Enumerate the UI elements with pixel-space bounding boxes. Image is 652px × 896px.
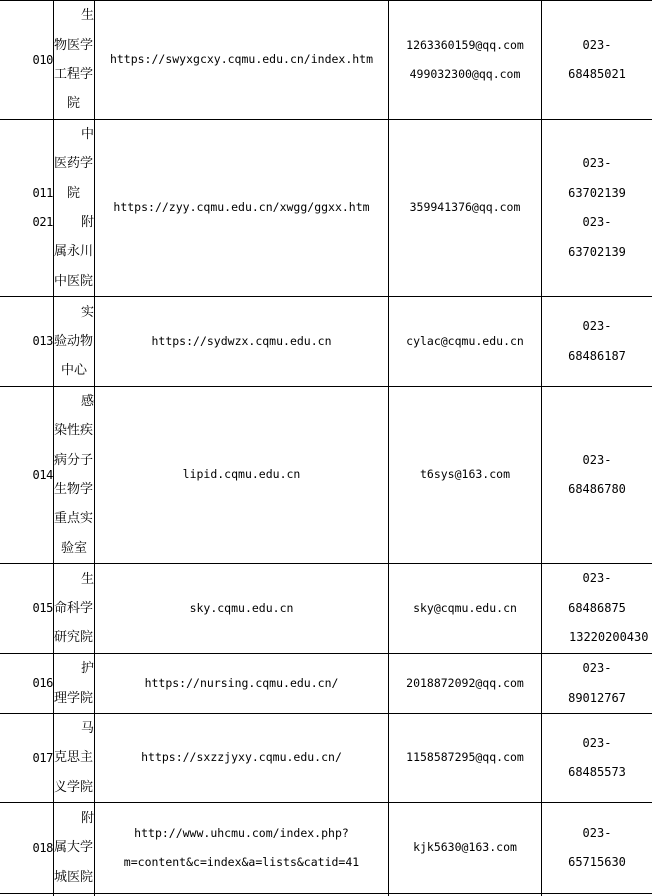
website-cell [95,564,388,653]
unit-name-line: 工程学 [54,67,94,82]
row-id: 018 [32,840,53,855]
row-id: 010 [32,52,53,67]
phone-line: 65715630 [568,855,626,869]
phone-line: 023- [582,735,612,750]
row-id: 011 [32,186,53,200]
email-cell [389,120,541,296]
row-id-cell [26,297,53,386]
row-id: 017 [32,750,53,765]
unit-name-line: 附 [80,215,94,230]
unit-name-line: 护 [80,661,94,677]
unit-name-line: 生物学 [54,482,94,497]
phone-line: 023- [582,156,612,170]
unit-name-line: 医药学 [54,156,94,172]
unit-name-line: 染性疾 [54,423,94,439]
unit-name-cell [54,1,94,119]
phone-line: 63702139 [568,244,626,259]
phone-line: 68486187 [568,348,626,363]
row-id-cell [26,803,53,893]
phone-cell [542,803,652,893]
row-id-cell [26,1,53,119]
unit-name-cell [54,387,94,563]
phone-line: 023- [582,452,612,467]
website-link[interactable]: lipid.cqmu.edu.cn [182,467,301,482]
unit-name-line: 中心 [61,363,88,379]
email-address[interactable]: kjk5630@163.com [413,840,517,855]
row-id-cell [26,654,53,713]
email-address[interactable]: t6sys@163.com [419,467,510,482]
unit-name-line: 属永川 [54,244,94,260]
phone-line: 023- [582,215,612,229]
row-id-cell [26,387,53,563]
unit-name-cell [54,714,94,802]
phone-line: 63702139 [568,185,626,200]
phone-cell [542,297,652,386]
email-cell [389,714,541,802]
unit-name-line: 感 [80,394,94,410]
phone-line: 023- [582,571,612,586]
email-address[interactable]: 359941376@qq.com [409,200,521,215]
unit-name-cell [54,120,94,296]
email-cell [389,803,541,893]
unit-name-line: 病分子 [54,452,94,468]
email-address[interactable]: 1158587295@qq.com [406,750,524,765]
website-link[interactable]: https://swyxgcxy.cqmu.edu.cn/index.htm [109,52,374,67]
unit-name-line: 实 [80,304,94,320]
unit-name-cell [54,654,94,713]
email-address[interactable]: 1263360159@qq.com [406,37,524,52]
unit-name-line: 义学院 [54,779,94,795]
unit-name-line: 理学院 [54,690,94,706]
unit-name-cell [54,564,94,653]
phone-line: 023- [582,661,612,675]
row-id: 021 [32,215,53,229]
phone-cell [542,654,652,713]
unit-name-cell [54,297,94,386]
unit-name-line: 生 [80,8,94,24]
website-cell [95,714,388,802]
phone-line: 68486780 [568,482,626,496]
unit-name-line: 克思主 [54,750,94,766]
row-id: 013 [32,334,53,348]
unit-name-line: 研究院 [54,630,94,646]
unit-name-line: 城医院 [54,869,94,885]
phone-cell [542,714,652,802]
row-id-cell [26,564,53,653]
phone-cell [542,120,652,296]
unit-name-line: 中医院 [54,273,94,289]
phone-cell [542,387,652,563]
email-address[interactable]: cylac@cqmu.edu.cn [406,333,524,348]
phone-line: 89012767 [568,690,626,705]
email-address[interactable]: 2018872092@qq.com [406,675,524,690]
website-link[interactable]: https://zyy.cqmu.edu.cn/xwgg/ggxx.htm [113,200,370,215]
website-cell [95,654,388,713]
email-cell [389,297,541,386]
unit-name-line: 院 [67,96,81,112]
phone-line: 023- [582,37,612,52]
website-link[interactable]: m=content&c=index&a=lists&catid=41 [123,855,360,869]
website-link[interactable]: sky.cqmu.edu.cn [189,600,294,615]
unit-name-cell [54,803,94,893]
row-id-cell [26,120,53,296]
row-id-cell [26,714,53,802]
email-cell [389,387,541,563]
phone-line: 68486875 [568,600,626,615]
phone-line: 023- [582,319,612,333]
email-address[interactable]: sky@cqmu.edu.cn [413,600,517,615]
table-row-divider [0,893,652,894]
email-cell [389,564,541,653]
email-cell [389,654,541,713]
unit-name-line: 中 [80,127,94,143]
unit-name-line: 验动物 [54,333,94,349]
unit-name-line: 附 [80,811,94,827]
unit-name-line: 院 [67,185,81,201]
website-cell [95,120,388,296]
unit-name-line: 物医学 [54,37,94,53]
website-link[interactable]: https://sxzzjyxy.cqmu.edu.cn/ [141,750,342,765]
row-id: 015 [32,601,53,615]
email-cell [389,1,541,119]
website-cell [95,1,388,119]
email-address[interactable]: 499032300@qq.com [409,67,521,81]
row-id: 016 [32,676,53,690]
unit-name-line: 验室 [61,540,88,556]
phone-cell [542,1,652,119]
unit-name-line: 生 [80,571,94,587]
website-cell [95,387,388,563]
phone-cell [542,564,652,653]
phone-line: 023- [582,825,612,840]
unit-name-line: 马 [80,721,94,737]
phone-line: 68485573 [568,765,626,779]
unit-name-line: 命科学 [54,600,94,616]
unit-name-line: 重点实 [54,511,94,527]
unit-name-line: 属大学 [54,840,94,856]
website-link[interactable]: http://www.uhcmu.com/index.php? [134,825,349,840]
row-id: 014 [32,467,53,482]
website-cell [95,803,388,893]
phone-line: 68485021 [568,67,626,81]
website-cell [95,297,388,386]
website-link[interactable]: https://sydwzx.cqmu.edu.cn [151,333,332,348]
website-link[interactable]: https://nursing.cqmu.edu.cn/ [144,675,339,690]
phone-line: 13220200430 [569,630,649,645]
